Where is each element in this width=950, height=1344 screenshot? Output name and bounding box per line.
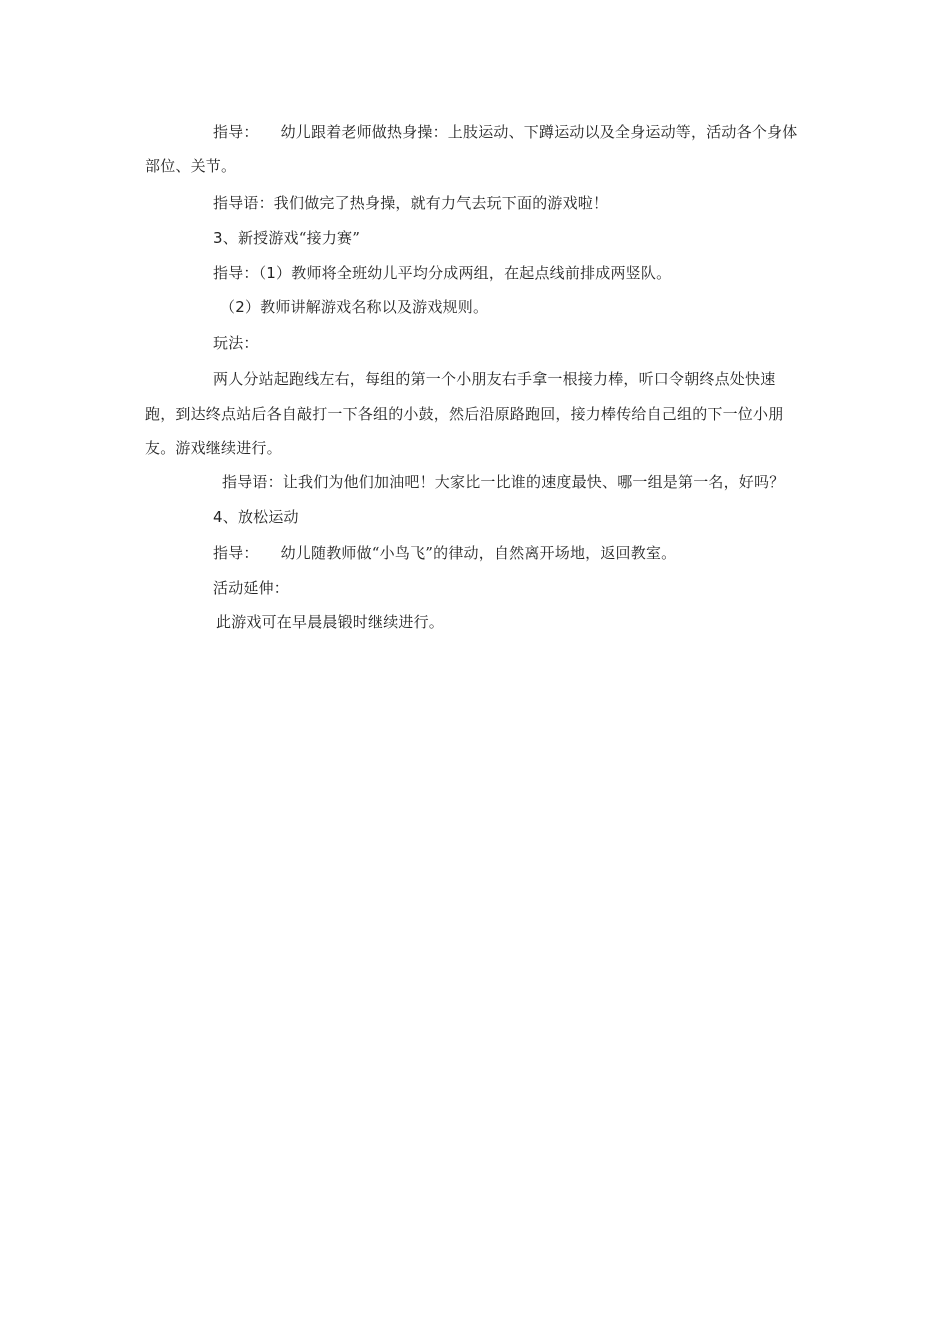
cheer-guide-speech: 指导语：让我们为他们加油吧！大家比一比谁的速度最快、哪一组是第一名，好吗？ — [222, 473, 785, 491]
section-3-title: 新授游戏“接力赛” — [237, 229, 361, 247]
section-4-heading — [213, 507, 299, 527]
play-paragraph-line-3: 友。游戏继续进行。 — [145, 439, 282, 457]
section-3-heading — [213, 228, 360, 248]
guide-step-1-label: 指导： — [213, 264, 259, 282]
warmup-guide-label: 指导： — [213, 123, 259, 141]
guide-step-2 — [220, 297, 488, 317]
relax-guide — [213, 543, 676, 563]
section-4-title: 放松运动 — [237, 508, 299, 526]
play-paragraph-line-2: 跑，到达终点站后各自敲打一下各组的小鼓，然后沿原路跑回，接力棒传给自己组的下一位小朋 — [145, 405, 784, 423]
guide-step-2-number: （2） — [220, 298, 261, 316]
guide-step-1-number: （1） — [258, 264, 292, 282]
guide-step-1-text: 教师将全班幼儿平均分成两组，在起点线前排成两竖队。 — [291, 264, 672, 282]
section-4-number: 4、 — [213, 508, 238, 526]
warmup-guide-speech: 指导语：我们做完了热身操，就有力气去玩下面的游戏啦！ — [213, 194, 609, 212]
extension-label: 活动延伸： — [213, 579, 290, 597]
guide-step-1 — [213, 263, 671, 283]
relax-guide-text: 幼儿随教师做“小鸟飞”的律动，自然离开场地，返回教室。 — [280, 544, 677, 562]
extension-text: 此游戏可在早晨晨锻时继续进行。 — [216, 613, 445, 631]
relax-guide-label: 指导： — [213, 544, 259, 562]
warmup-paragraph-line-1 — [213, 122, 797, 142]
section-3-number: 3、 — [213, 229, 238, 247]
warmup-text: 幼儿跟着老师做热身操：上肢运动、下蹲运动以及全身运动等，活动各个身体 — [280, 123, 798, 141]
play-paragraph-line-1: 两人分站起跑线左右，每组的第一个小朋友右手拿一根接力棒，听口令朝终点处快速 — [213, 370, 776, 388]
warmup-paragraph-line-2: 部位、关节。 — [145, 157, 237, 175]
guide-step-2-text: 教师讲解游戏名称以及游戏规则。 — [260, 298, 489, 316]
play-label: 玩法： — [213, 334, 259, 352]
